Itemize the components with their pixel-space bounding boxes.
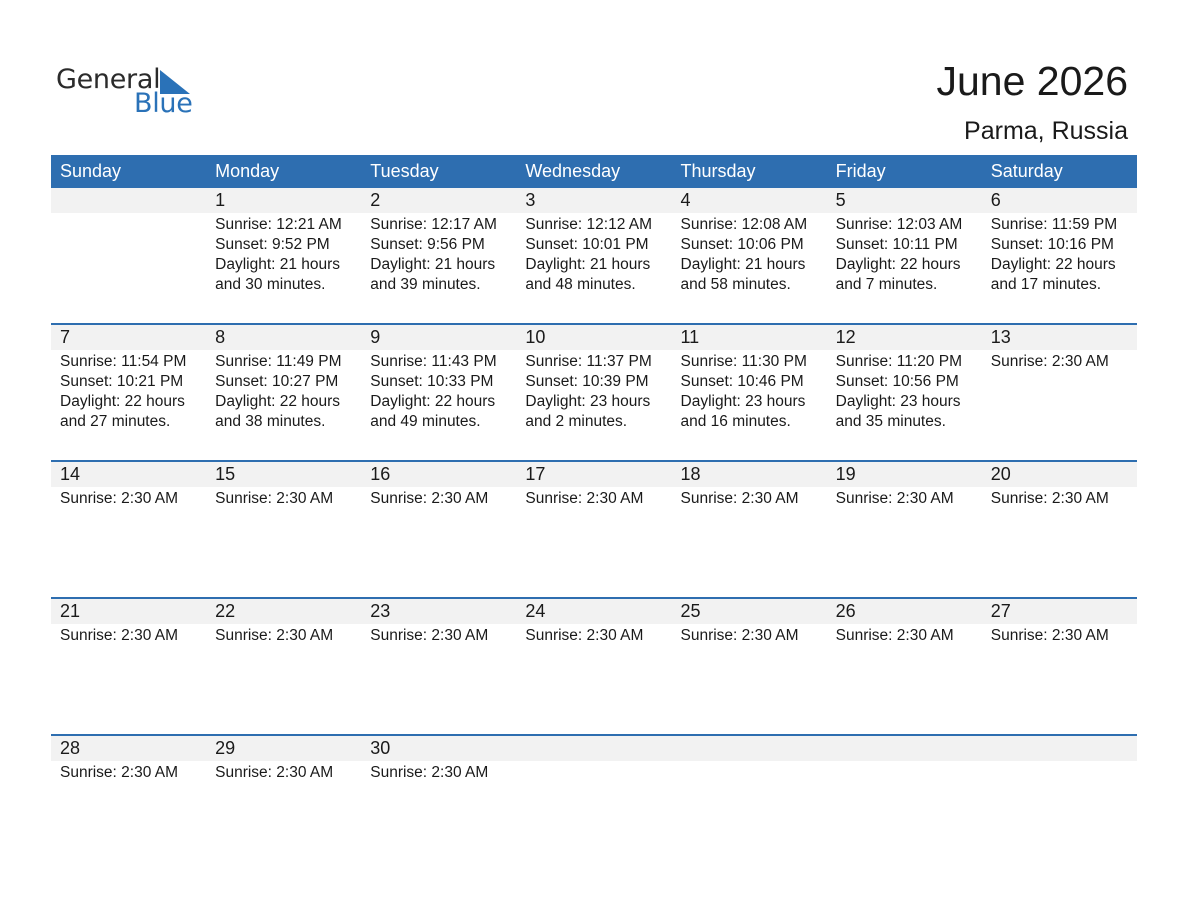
day-number: 17 xyxy=(525,464,546,484)
weekday-header-saturday: Saturday xyxy=(990,161,1063,181)
day-cell xyxy=(672,188,827,295)
day-sun-info xyxy=(60,489,206,509)
day-sun-info xyxy=(215,215,361,295)
day-sun-info xyxy=(681,626,827,646)
sunrise-text: Sunrise: 2:30 AM xyxy=(370,490,489,507)
sunrise-text: Sunrise: 11:49 PM xyxy=(215,353,342,370)
day-sun-info xyxy=(525,352,671,432)
calendar-week-row xyxy=(51,597,1137,734)
weekday-header-monday: Monday xyxy=(215,161,280,181)
empty-day-cell xyxy=(982,736,1137,783)
sunrise-text: Sunrise: 2:30 AM xyxy=(215,627,334,644)
day-sun-info xyxy=(681,215,827,295)
day-cell xyxy=(51,736,206,783)
day-sun-info xyxy=(836,489,982,509)
calendar-week-row xyxy=(51,323,1137,460)
sunrise-text: Sunrise: 2:30 AM xyxy=(370,627,489,644)
day-sun-info xyxy=(991,626,1137,646)
empty-day-cell xyxy=(827,736,982,783)
page-title: June 2026 xyxy=(936,58,1128,104)
day-cell xyxy=(516,599,671,646)
daylight-duration-text: and 48 minutes. xyxy=(525,276,636,293)
sunset-text: Sunset: 10:11 PM xyxy=(835,236,958,253)
sunrise-text: Sunrise: 11:43 PM xyxy=(370,353,497,370)
sunrise-text: Sunrise: 2:30 AM xyxy=(525,627,644,644)
daylight-text: Daylight: 21 hours xyxy=(370,256,496,273)
sunrise-text: Sunrise: 2:30 AM xyxy=(990,627,1109,644)
day-number: 26 xyxy=(835,601,856,621)
sunrise-text: Sunrise: 2:30 AM xyxy=(370,764,489,781)
weekday-header-thursday: Thursday xyxy=(680,161,756,181)
day-sun-info xyxy=(836,215,982,295)
sunrise-text: Sunrise: 11:37 PM xyxy=(525,353,652,370)
day-sun-info xyxy=(991,352,1137,372)
daylight-text: Daylight: 22 hours xyxy=(370,393,496,410)
day-number: 23 xyxy=(370,601,391,621)
day-cell xyxy=(206,188,361,295)
daylight-text: Daylight: 23 hours xyxy=(835,393,961,410)
day-sun-info xyxy=(525,489,671,509)
day-number: 10 xyxy=(525,327,546,347)
day-sun-info xyxy=(991,489,1137,509)
day-number: 18 xyxy=(680,464,701,484)
day-cell xyxy=(516,462,671,509)
daylight-duration-text: and 16 minutes. xyxy=(680,413,791,430)
daylight-duration-text: and 49 minutes. xyxy=(370,413,481,430)
brand-logo xyxy=(56,64,216,120)
day-cell xyxy=(982,462,1137,509)
daylight-duration-text: and 7 minutes. xyxy=(835,276,938,293)
sunrise-text: Sunrise: 11:30 PM xyxy=(680,353,807,370)
daylight-text: Daylight: 21 hours xyxy=(680,256,806,273)
daylight-text: Daylight: 21 hours xyxy=(525,256,651,273)
day-number: 13 xyxy=(990,327,1011,347)
daylight-text: Daylight: 22 hours xyxy=(60,393,185,410)
day-number: 20 xyxy=(990,464,1011,484)
day-sun-info xyxy=(215,489,361,509)
day-number: 28 xyxy=(60,738,81,758)
sunset-text: Sunset: 10:39 PM xyxy=(525,373,649,390)
day-cell xyxy=(672,325,827,432)
brand-word-blue: Blue xyxy=(134,88,193,119)
daylight-text: Daylight: 21 hours xyxy=(215,256,341,273)
sunrise-text: Sunrise: 2:30 AM xyxy=(215,764,334,781)
day-sun-info xyxy=(681,489,827,509)
day-cell xyxy=(51,599,206,646)
week-cells xyxy=(51,462,1137,509)
day-cell xyxy=(982,188,1137,295)
sunset-text: Sunset: 10:21 PM xyxy=(60,373,184,390)
calendar-week-row xyxy=(51,460,1137,597)
sunrise-text: Sunrise: 11:54 PM xyxy=(60,353,187,370)
daylight-duration-text: and 58 minutes. xyxy=(680,276,791,293)
weekday-header-row xyxy=(51,155,1137,188)
day-sun-info xyxy=(525,626,671,646)
day-sun-info xyxy=(60,763,206,783)
week-cells xyxy=(51,188,1137,295)
day-sun-info xyxy=(215,763,361,783)
daylight-duration-text: and 2 minutes. xyxy=(525,413,628,430)
week-cells xyxy=(51,736,1137,783)
day-number: 2 xyxy=(370,190,381,210)
day-number: 3 xyxy=(525,190,536,210)
weekday-header-sunday: Sunday xyxy=(60,161,122,181)
day-sun-info xyxy=(370,352,516,432)
day-number: 22 xyxy=(215,601,236,621)
sunrise-text: Sunrise: 2:30 AM xyxy=(525,490,644,507)
daylight-text: Daylight: 22 hours xyxy=(215,393,341,410)
day-number: 12 xyxy=(835,327,856,347)
day-number: 15 xyxy=(215,464,236,484)
day-number: 4 xyxy=(680,190,691,210)
day-number: 21 xyxy=(60,601,81,621)
sunrise-text: Sunrise: 2:30 AM xyxy=(215,490,334,507)
day-cell xyxy=(361,325,516,432)
weeks-container xyxy=(51,188,1137,871)
daylight-duration-text: and 17 minutes. xyxy=(990,276,1102,293)
calendar-grid xyxy=(51,155,1137,871)
day-sun-info xyxy=(836,352,982,432)
day-number: 9 xyxy=(370,327,381,347)
daylight-text: Daylight: 23 hours xyxy=(680,393,806,410)
day-cell xyxy=(51,325,206,432)
day-cell xyxy=(361,188,516,295)
day-sun-info xyxy=(991,215,1137,295)
day-number: 7 xyxy=(60,327,71,347)
day-number: 1 xyxy=(215,190,226,210)
day-sun-info xyxy=(370,215,516,295)
daylight-text: Daylight: 23 hours xyxy=(525,393,651,410)
sunset-text: Sunset: 9:52 PM xyxy=(215,236,330,253)
brand-word-general: General xyxy=(56,64,161,95)
day-cell xyxy=(206,325,361,432)
weekday-header-wednesday: Wednesday xyxy=(525,161,621,181)
sunrise-text: Sunrise: 2:30 AM xyxy=(680,490,799,507)
day-cell xyxy=(516,325,671,432)
day-number: 8 xyxy=(215,327,226,347)
location-subtitle: Parma, Russia xyxy=(964,117,1128,145)
day-cell xyxy=(206,462,361,509)
day-number: 29 xyxy=(215,738,236,758)
day-cell xyxy=(827,599,982,646)
day-cell xyxy=(51,462,206,509)
day-sun-info xyxy=(681,352,827,432)
daylight-duration-text: and 38 minutes. xyxy=(215,413,326,430)
sunrise-text: Sunrise: 12:03 AM xyxy=(835,216,963,233)
sunrise-text: Sunrise: 2:30 AM xyxy=(990,353,1109,370)
day-cell xyxy=(206,736,361,783)
sunrise-text: Sunrise: 2:30 AM xyxy=(835,627,954,644)
weekday-header-tuesday: Tuesday xyxy=(370,161,439,181)
calendar-week-row xyxy=(51,734,1137,871)
sunset-text: Sunset: 10:56 PM xyxy=(835,373,959,390)
sunrise-text: Sunrise: 2:30 AM xyxy=(60,490,179,507)
sunrise-text: Sunrise: 12:17 AM xyxy=(370,216,497,233)
day-sun-info xyxy=(215,626,361,646)
day-cell xyxy=(206,599,361,646)
sunrise-text: Sunrise: 2:30 AM xyxy=(835,490,954,507)
day-sun-info xyxy=(370,626,516,646)
day-sun-info xyxy=(60,352,206,432)
weekday-header-friday: Friday xyxy=(835,161,886,181)
day-cell xyxy=(827,325,982,432)
sunset-text: Sunset: 10:27 PM xyxy=(215,373,339,390)
day-sun-info xyxy=(370,763,516,783)
sunrise-text: Sunrise: 2:30 AM xyxy=(990,490,1109,507)
week-cells xyxy=(51,325,1137,432)
day-cell xyxy=(827,188,982,295)
sunrise-text: Sunrise: 11:59 PM xyxy=(990,216,1118,233)
calendar-week-row xyxy=(51,188,1137,323)
day-number: 19 xyxy=(835,464,856,484)
sunrise-text: Sunrise: 11:20 PM xyxy=(835,353,962,370)
day-cell xyxy=(827,462,982,509)
sunset-text: Sunset: 10:46 PM xyxy=(680,373,804,390)
day-cell xyxy=(982,599,1137,646)
day-cell xyxy=(361,599,516,646)
day-sun-info xyxy=(60,626,206,646)
day-sun-info xyxy=(525,215,671,295)
daylight-duration-text: and 39 minutes. xyxy=(370,276,481,293)
day-sun-info xyxy=(215,352,361,432)
sunset-text: Sunset: 10:33 PM xyxy=(370,373,494,390)
sunrise-text: Sunrise: 12:21 AM xyxy=(215,216,342,233)
day-sun-info xyxy=(836,626,982,646)
sunrise-text: Sunrise: 2:30 AM xyxy=(60,627,179,644)
empty-day-cell xyxy=(672,736,827,783)
day-cell xyxy=(672,599,827,646)
week-cells xyxy=(51,599,1137,646)
daylight-text: Daylight: 22 hours xyxy=(835,256,961,273)
day-cell xyxy=(361,736,516,783)
day-number: 6 xyxy=(990,190,1001,210)
day-number: 11 xyxy=(680,327,700,347)
day-number: 14 xyxy=(60,464,81,484)
sunset-text: Sunset: 10:01 PM xyxy=(525,236,649,253)
day-number: 25 xyxy=(680,601,701,621)
day-number: 30 xyxy=(370,738,391,758)
sunrise-text: Sunrise: 12:12 AM xyxy=(525,216,653,233)
daylight-duration-text: and 27 minutes. xyxy=(60,413,171,430)
empty-day-cell xyxy=(51,188,206,295)
day-number: 5 xyxy=(835,190,846,210)
sunset-text: Sunset: 10:16 PM xyxy=(990,236,1114,253)
sunrise-text: Sunrise: 2:30 AM xyxy=(60,764,179,781)
day-cell xyxy=(516,188,671,295)
empty-day-cell xyxy=(516,736,671,783)
day-cell xyxy=(361,462,516,509)
day-sun-info xyxy=(370,489,516,509)
day-number: 16 xyxy=(370,464,391,484)
day-cell xyxy=(672,462,827,509)
sunset-text: Sunset: 9:56 PM xyxy=(370,236,485,253)
daylight-duration-text: and 30 minutes. xyxy=(215,276,326,293)
sunrise-text: Sunrise: 2:30 AM xyxy=(680,627,799,644)
day-number: 24 xyxy=(525,601,546,621)
daylight-text: Daylight: 22 hours xyxy=(990,256,1116,273)
sunrise-text: Sunrise: 12:08 AM xyxy=(680,216,808,233)
daylight-duration-text: and 35 minutes. xyxy=(835,413,946,430)
sunset-text: Sunset: 10:06 PM xyxy=(680,236,804,253)
day-cell xyxy=(982,325,1137,432)
day-number: 27 xyxy=(990,601,1011,621)
